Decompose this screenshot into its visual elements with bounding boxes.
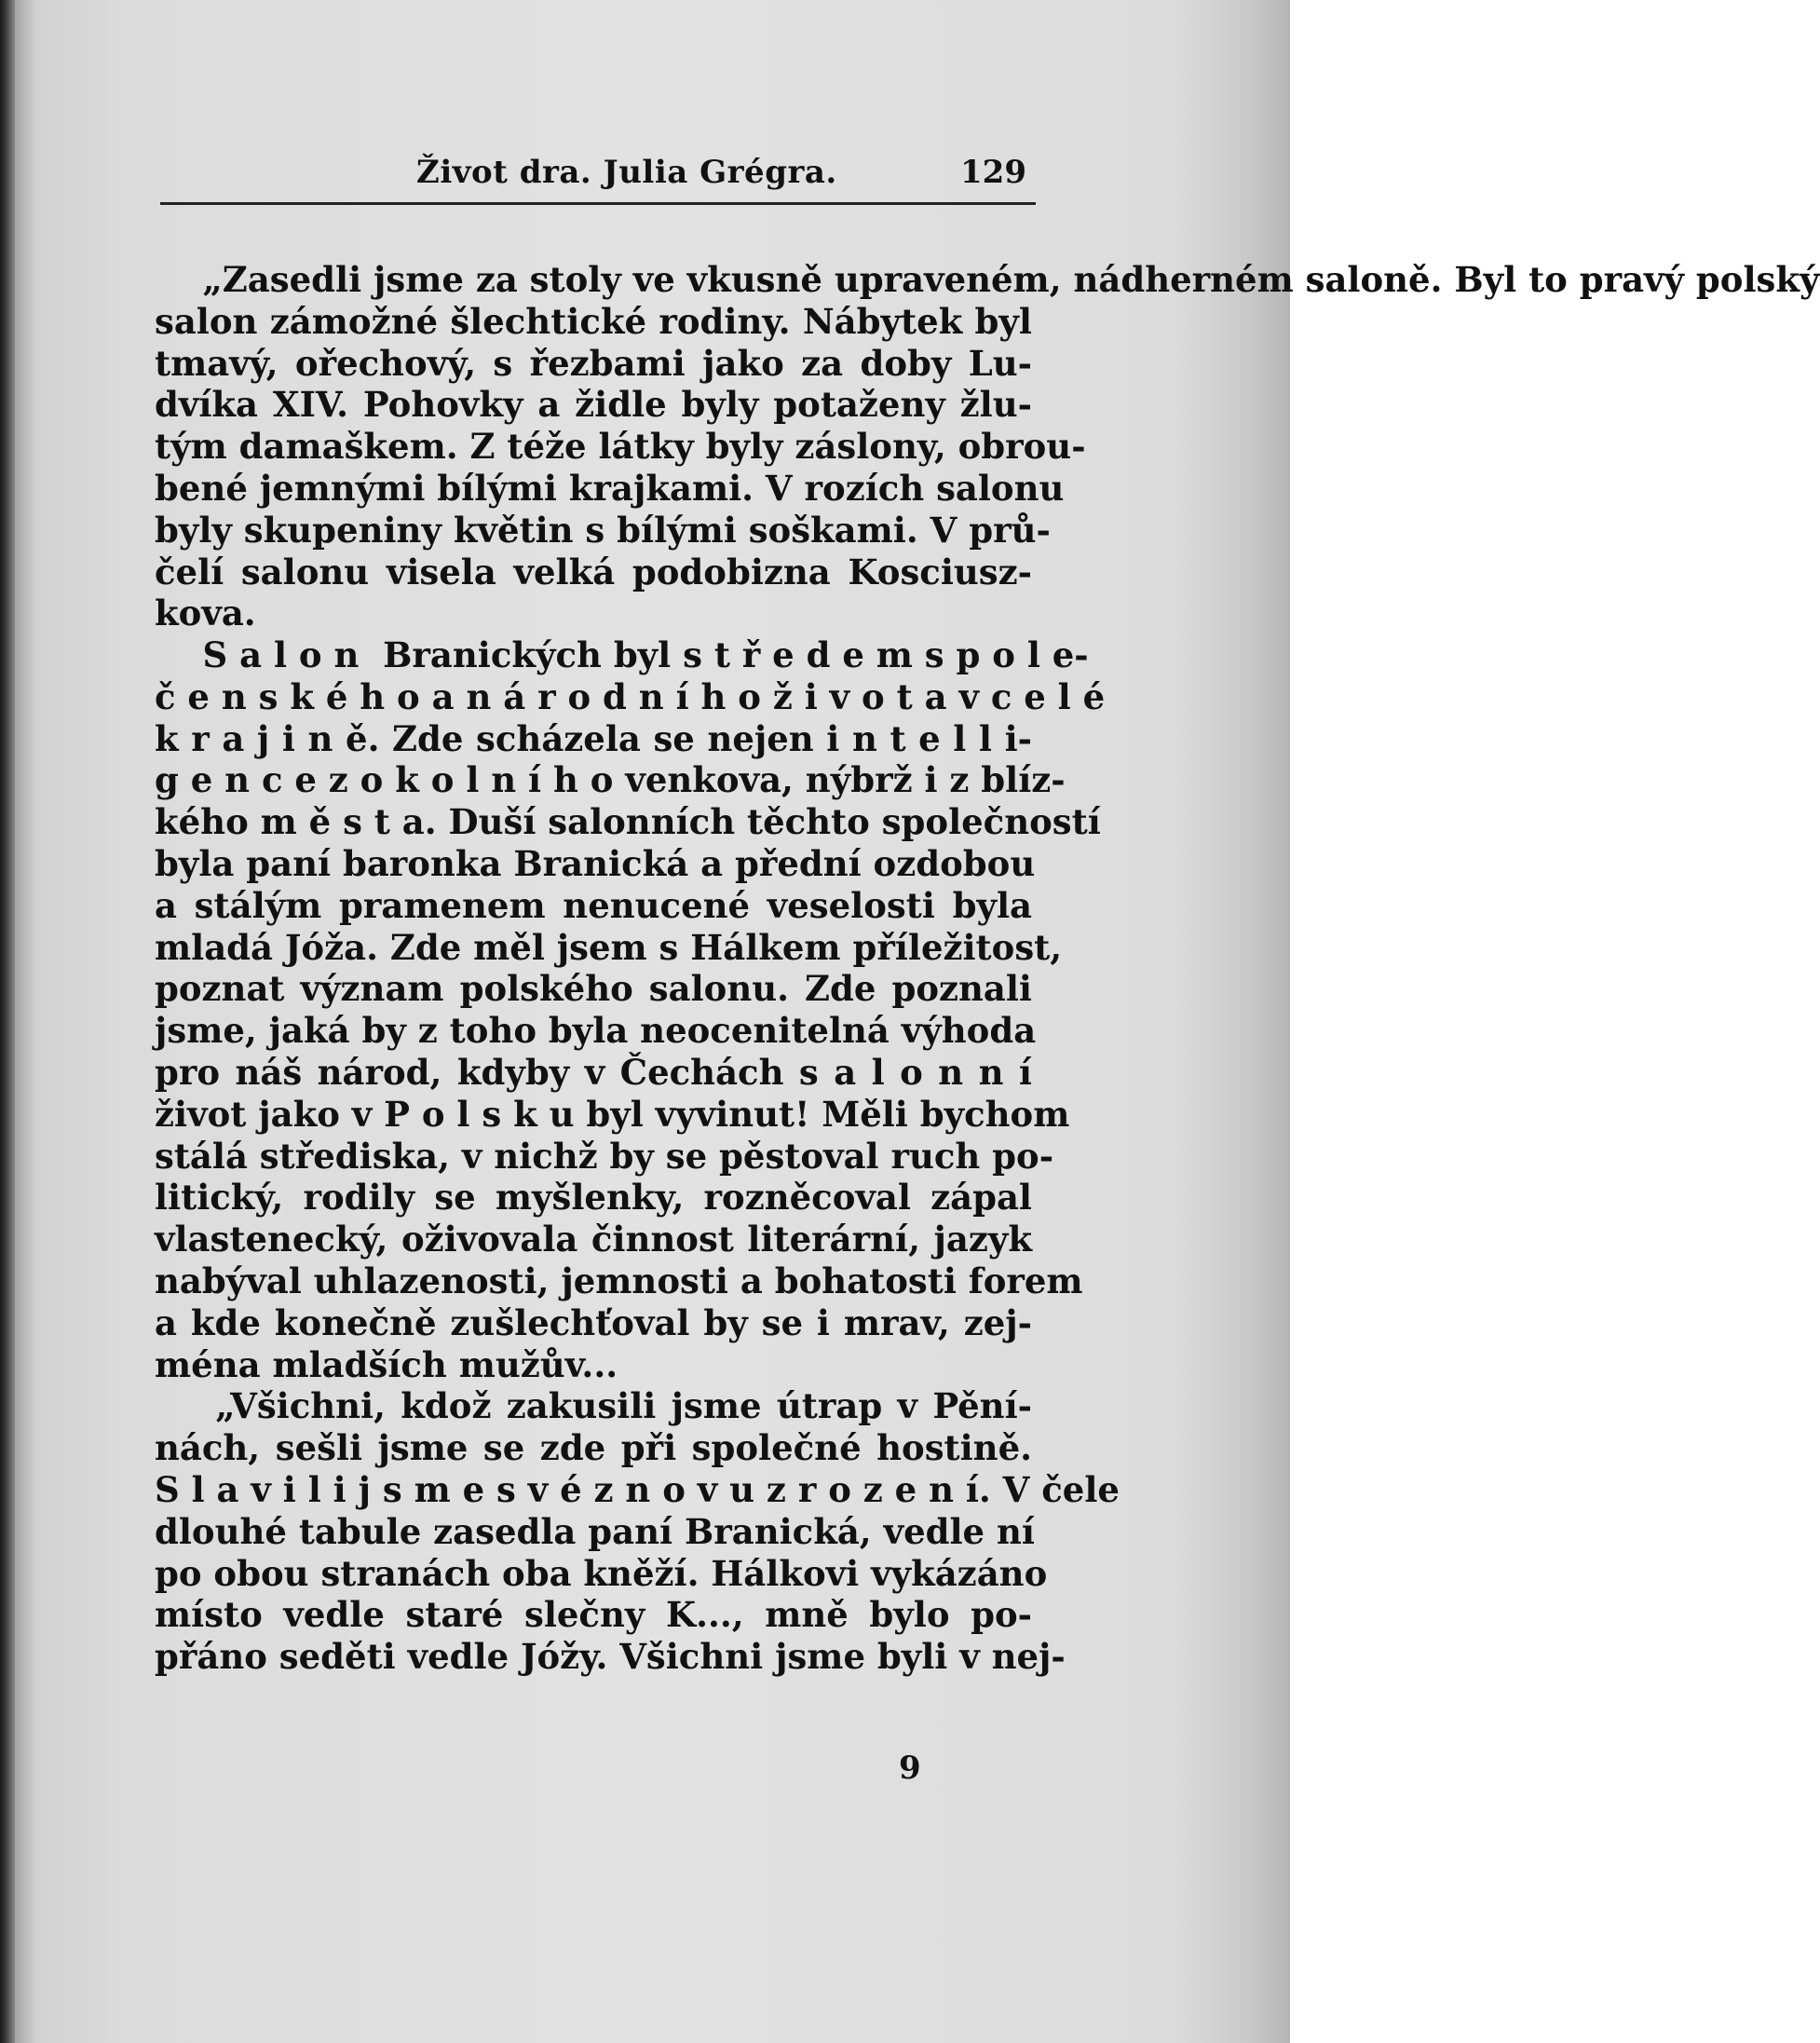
text-line: život jako v P o l s k u byl vyvinut! Měli bychom: [155, 1093, 1070, 1135]
text-line: nabýval uhlazenosti, jemnosti a bohatosti forem: [155, 1260, 1083, 1301]
text-line: tmavý, ořechový, s řezbami jako za doby Lu-: [155, 342, 1032, 384]
running-header: [160, 154, 1036, 205]
text-line: jsme, jaká by z toho byla neocenitelná výhoda: [155, 1010, 1037, 1052]
text-line: S a l o n Branických byl s t ř e d e m s p o l e-: [155, 634, 1089, 675]
text-line: místo vedle staré slečny K..., mně bylo po-: [155, 1594, 1032, 1636]
text-line: litický, rodily se myšlenky, rozněcoval zápal: [155, 1177, 1032, 1219]
text-line: pro náš národ, kdyby v Čechách s a l o n n í: [155, 1051, 1032, 1093]
text-line: poznat význam polského salonu. Zde poznali: [155, 968, 1032, 1010]
paragraph-2-block: [155, 634, 1120, 1678]
text-line: k r a j i n ě. Zde scházela se nejen i n t e l l i-: [155, 717, 1032, 759]
text-line: S l a v i l i j s m e s v é z n o v u z r o z e n í. V čele: [155, 1468, 1120, 1510]
text-line: a stálým pramenem nenucené veselosti byla: [155, 884, 1032, 926]
text-line: přáno seděti vedle Jóžy. Všichni jsme byli v nej-: [155, 1636, 1066, 1678]
text-line: a kde konečně zušlechťoval by se i mrav, zej-: [155, 1301, 1032, 1343]
text-line: dvíka XIV. Pohovky a židle byly potaženy žlu-: [155, 384, 1032, 426]
text-line: čelí salonu visela velká podobizna Kosciusz-: [155, 551, 1032, 592]
text-line: g e n c e z o k o l n í h o venkova, nýbrž i z blíz-: [155, 759, 1066, 801]
text-line: kova.: [155, 592, 256, 634]
text-line: nách, sešli jsme se zde při společné hostině.: [155, 1427, 1032, 1469]
text-line: salon zámožné šlechtické rodiny. Nábytek byl: [155, 300, 1032, 342]
text-line: po obou stranách oba kněží. Hálkovi vykázáno: [155, 1552, 1048, 1594]
text-line: bené jemnými bílými krajkami. V rozích salonu: [155, 467, 1065, 509]
text-line: „Zasedli jsme za stoly ve vkusně upraveném, nádherném saloně. Byl to pravý polský: [155, 259, 1820, 300]
text-line: ména mladších mužův...: [155, 1343, 618, 1385]
running-title: Život dra. Julia Grégra.: [416, 154, 837, 191]
text-line: byla paní baronka Branická a přední ozdobou: [155, 842, 1036, 884]
page-number: 129: [960, 154, 1026, 191]
body-text: [155, 259, 1820, 634]
text-line: tým damaškem. Z téže látky byly záslony, obrou-: [155, 426, 1086, 468]
text-line: č e n s k é h o a n á r o d n í h o ž i v o t a v c e l é: [155, 675, 1106, 717]
text-line: vlastenecký, oživovala činnost literární, jazyk: [155, 1219, 1032, 1260]
page-spine-shadow: [0, 0, 15, 2043]
text-line: dlouhé tabule zasedla paní Branická, vedle ní: [155, 1510, 1035, 1552]
signature-mark: 9: [899, 1750, 921, 1787]
text-line: „Všichni, kdož zakusili jsme útrap v Pění-: [155, 1385, 1032, 1427]
text-line: byly skupeniny květin s bílými soškami. V prů-: [155, 509, 1051, 551]
text-line: stálá střediska, v nichž by se pěstoval ruch po-: [155, 1135, 1054, 1177]
text-line: mladá Jóža. Zde měl jsem s Hálkem příležitost,: [155, 926, 1063, 968]
text-line: kého m ě s t a. Duší salonních těchto společností: [155, 801, 1101, 843]
